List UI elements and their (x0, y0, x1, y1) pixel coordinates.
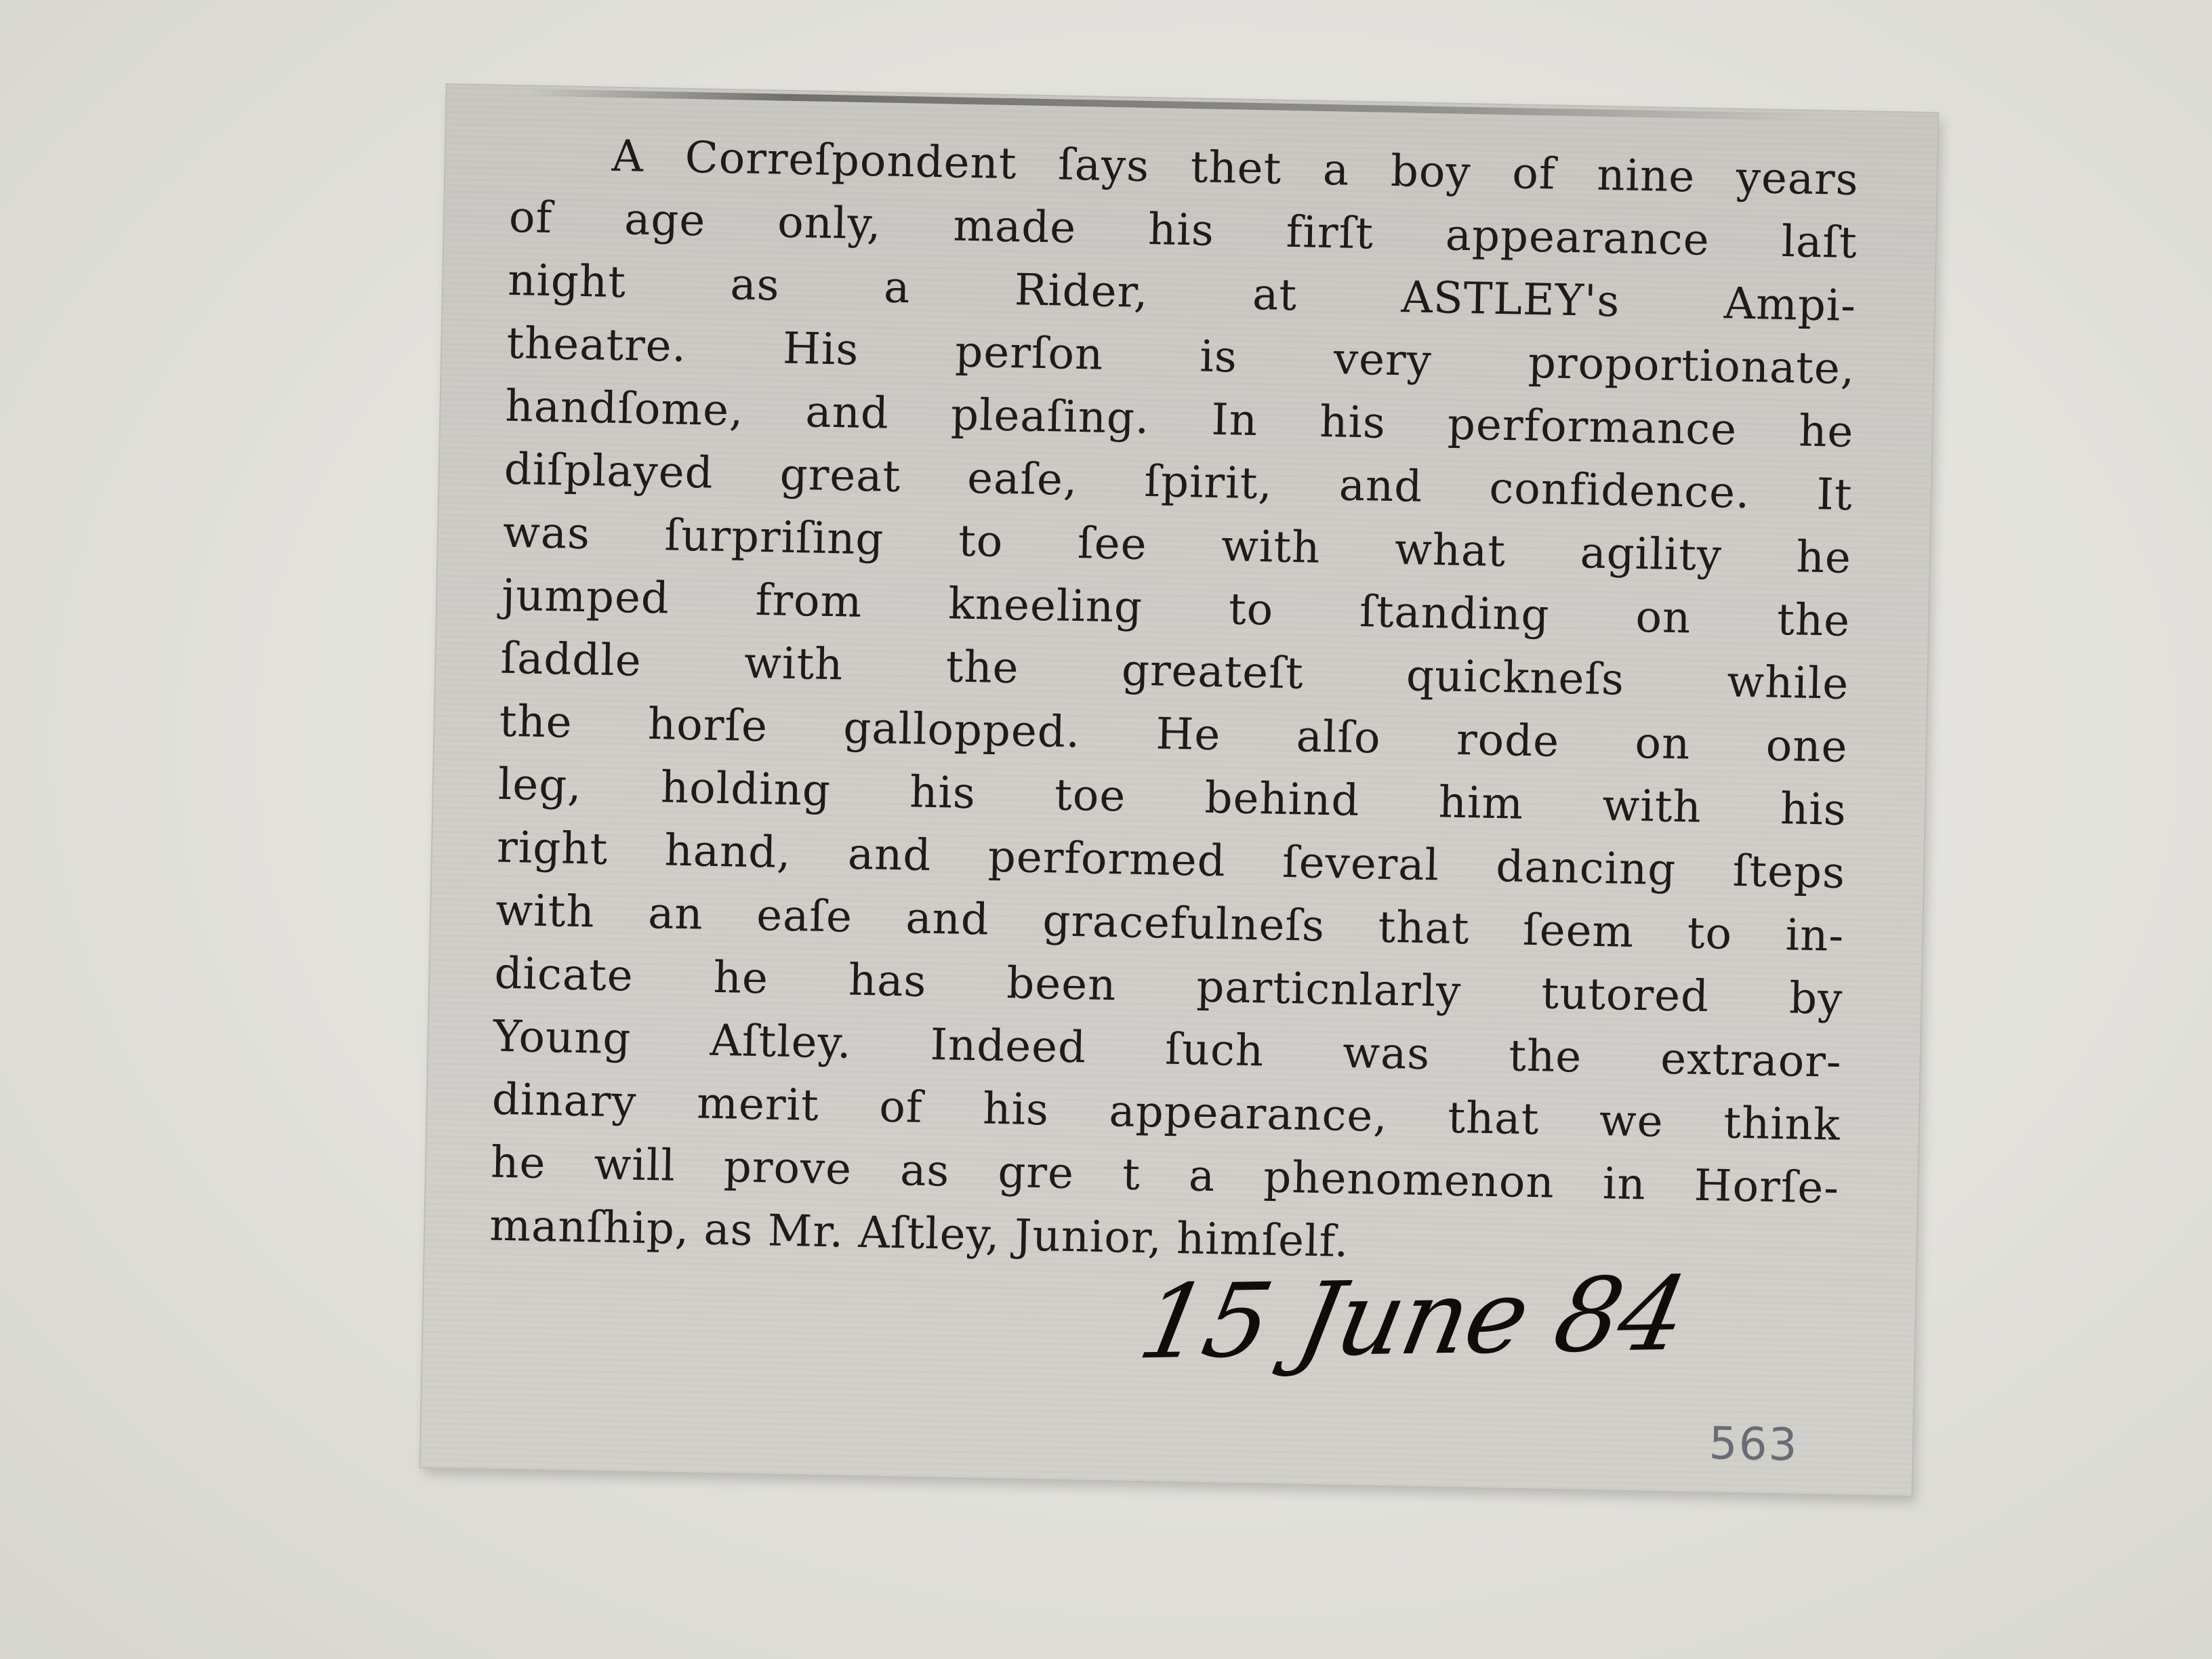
newspaper-clipping (421, 85, 1938, 1496)
article-line: he will prove as gre t a phenomenon in Horſe- (490, 1137, 1840, 1214)
article-line: A Correſpondent ſays thet a boy of nine years (611, 131, 1860, 206)
article-line: dinary merit of his appearance, that we think (491, 1074, 1841, 1151)
article-line: handſome, and pleaſing. In his performance he (504, 381, 1855, 458)
article-text (489, 123, 1860, 1284)
article-line: with an eaſe and gracefulneſs that ſeem to in- (495, 885, 1845, 962)
article-line: was ſurpriſing to ſee with what agility he (502, 507, 1852, 583)
article-line: theatre. His perſon is very proportionate, (506, 318, 1856, 395)
page-number: 563 (1708, 1417, 1799, 1471)
article-line: of age only, made his firſt appearance laſt (508, 192, 1858, 269)
article-line: Young Aſtley. Indeed ſuch was the extraor- (493, 1011, 1843, 1088)
article-line: dicate he has been particnlarly tutored by (493, 948, 1843, 1025)
article-line: right hand, and performed ſeveral dancing ſteps (496, 822, 1846, 899)
article-line: the horſe gallopped. He alſo rode on one (499, 696, 1849, 773)
clipping-top-edge (528, 89, 1816, 120)
article-line: night as a Rider, at ASTLEY's Ampi- (507, 255, 1857, 332)
article-line: manſhip, as Mr. Aſtley, Junior, himſelf. (489, 1200, 1349, 1267)
article-line: diſplayed great eaſe, ſpirit, and confidence. It (504, 444, 1853, 520)
handwritten-date: 15 June 84 (1130, 1255, 1696, 1382)
article-line: leg, holding his toe behind him with his (497, 759, 1847, 836)
article-line: ſaddle with the greateſt quickneſs while (499, 633, 1849, 710)
article-line: jumped from kneeling to ſtanding on the (501, 570, 1851, 647)
